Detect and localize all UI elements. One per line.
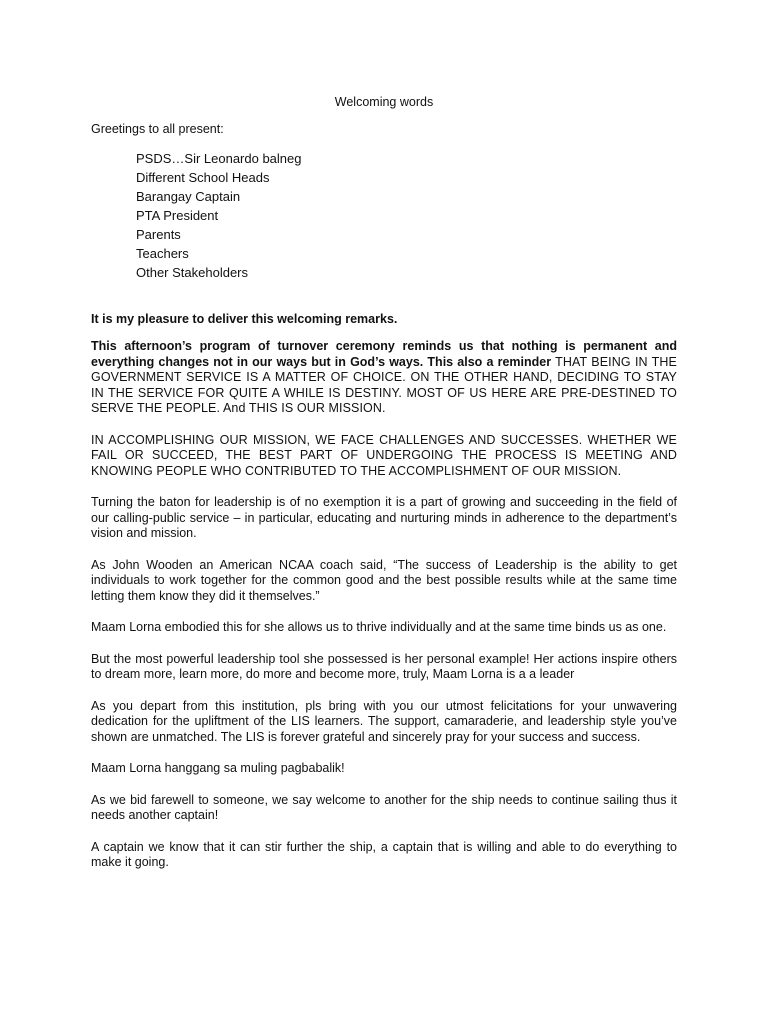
reminder-bold-text: This afternoon’s program of turnover ceremony reminds us that nothing is permanent and everything changes not in our ways but in God’s ways. This also a reminder bbox=[91, 339, 677, 369]
paragraph-mission: IN ACCOMPLISHING OUR MISSION, WE FACE CHALLENGES AND SUCCESSES. WHETHER WE FAIL OR SUCCEED, THE BEST PART OF UNDERGOING THE PROCESS IS MEETING AND KNOWING PEOPLE WHO CONTRIBUTED TO THE ACCOMPLISHMENT OF OUR MISSION. bbox=[91, 432, 677, 478]
addressee-item: Different School Heads bbox=[136, 170, 270, 185]
addressee-item: Parents bbox=[136, 227, 181, 242]
addressee-item: Teachers bbox=[136, 246, 189, 261]
paragraph-leadership-tool: But the most powerful leadership tool she possessed is her personal example! Her actions inspire others to dream more, learn more, do more and become more, truly, Maam Lorna is a a leader bbox=[91, 651, 677, 681]
paragraph-embodied: Maam Lorna embodied this for she allows us to thrive individually and at the same time binds us as one. bbox=[91, 620, 667, 634]
addressee-item: Barangay Captain bbox=[136, 189, 241, 204]
paragraph-reminder bbox=[91, 339, 677, 417]
paragraph-bid-farewell: As we bid farewell to someone, we say welcome to another for the ship needs to continue sailing thus it needs another captain! bbox=[91, 792, 677, 822]
document-title: Welcoming words bbox=[334, 95, 434, 109]
lead-sentence: It is my pleasure to deliver this welcoming remarks. bbox=[91, 312, 398, 326]
paragraph-baton: Turning the baton for leadership is of no exemption it is a part of growing and succeeding in the field of our calling-public service – in particular, educating and nurturing minds in adherence to the department’s vision and mission. bbox=[91, 495, 677, 540]
reminder-rest-text: THAT BEING IN THE GOVERNMENT SERVICE IS A MATTER OF CHOICE. ON THE OTHER HAND, DECIDING TO STAY IN THE SERVICE FOR QUITE A WHILE IS DESTINY. MOST OF US HERE ARE PRE-DESTINED TO SERVE THE PEOPLE. And THIS IS OUR MISSION. bbox=[91, 354, 677, 415]
paragraph-quote: As John Wooden an American NCAA coach said, “The success of Leadership is the ability to get individuals to work together for the common good and the best possible results while at the same time letting them know they did it themselves.” bbox=[91, 557, 677, 603]
paragraph-captain: A captain we know that it can stir further the ship, a captain that is willing and able to do everything to make it going. bbox=[91, 839, 677, 869]
paragraph-farewell-line: Maam Lorna hanggang sa muling pagbabalik! bbox=[91, 761, 345, 775]
addressee-item: PTA President bbox=[136, 208, 219, 223]
addressee-item: Other Stakeholders bbox=[136, 265, 249, 280]
addressee-item: PSDS…Sir Leonardo balneg bbox=[136, 151, 302, 166]
paragraph-depart: As you depart from this institution, pls bring with you our utmost felicitations for your unwavering dedication for the upliftment of the LIS learners. The support, camaraderie, and leadership style you’ve shown are unmatched. The LIS is forever grateful and sincerely pray for your success and success. bbox=[91, 698, 677, 744]
body-paragraphs bbox=[91, 339, 677, 871]
addressee-list bbox=[136, 149, 302, 282]
greeting-line: Greetings to all present: bbox=[91, 122, 224, 136]
